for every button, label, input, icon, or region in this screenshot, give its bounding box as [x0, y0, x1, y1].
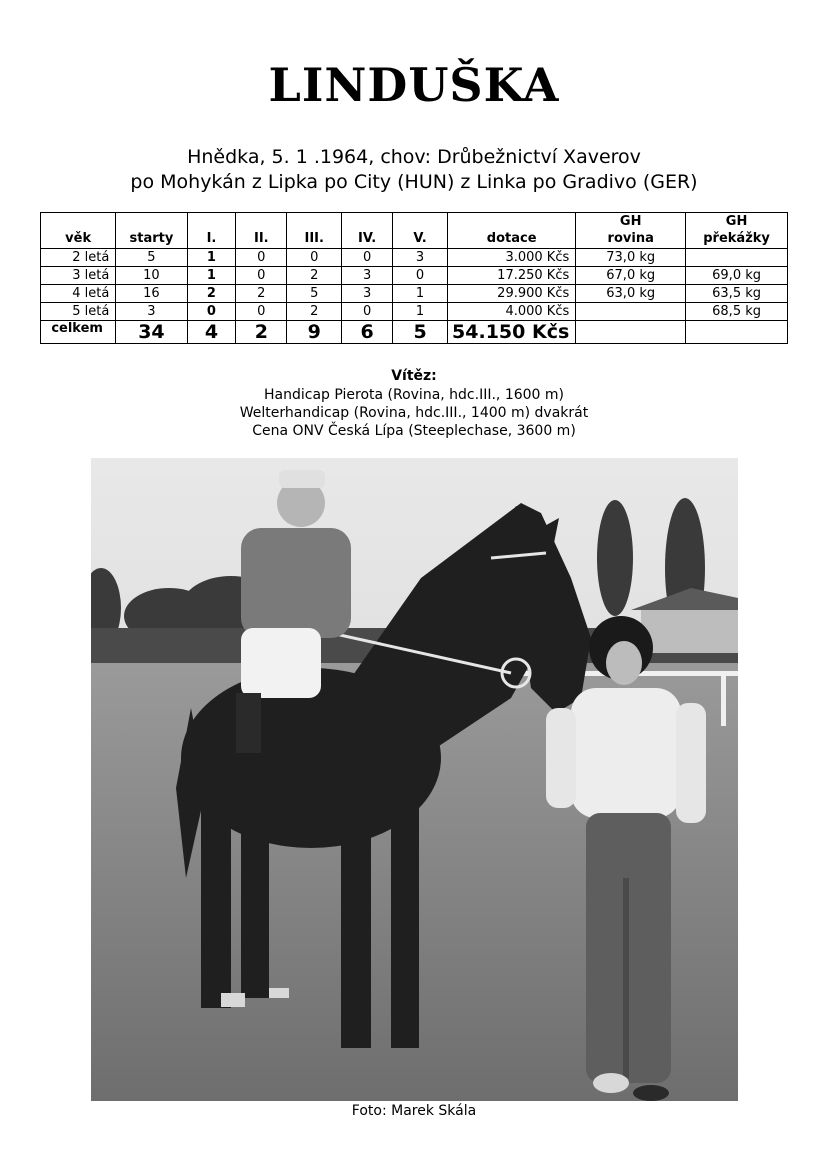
- header-gh-flat-bottom: rovina: [607, 231, 654, 246]
- cell-place-3: 5: [287, 285, 342, 303]
- cell-place-1: 1: [187, 249, 236, 267]
- header-age: věk: [41, 213, 116, 249]
- cell-place-5: 1: [393, 285, 448, 303]
- table-row: [41, 249, 788, 267]
- header-gh-jump-bottom: překážky: [703, 231, 770, 246]
- cell-place-4: 0: [342, 303, 393, 321]
- cell-gh-jump: 63,5 kg: [686, 285, 788, 303]
- header-gh-flat: [576, 213, 686, 249]
- horse-photo-illustration: [91, 458, 738, 1101]
- cell-gh-flat: 67,0 kg: [576, 267, 686, 285]
- cell-starts: 5: [116, 249, 187, 267]
- cell-age: 5 letá: [41, 303, 116, 321]
- cell-prize: 17.250 Kčs: [448, 267, 576, 285]
- winner-heading: Vítěz:: [391, 368, 437, 384]
- cell-place-1: 1: [187, 267, 236, 285]
- header-starts: starty: [116, 213, 187, 249]
- cell-prize: 4.000 Kčs: [448, 303, 576, 321]
- cell-place-1: 0: [187, 303, 236, 321]
- cell-place-3: 2: [287, 267, 342, 285]
- winner-race: Welterhandicap (Rovina, hdc.III., 1400 m) dvakrát: [239, 405, 589, 421]
- header-place-5: V.: [393, 213, 448, 249]
- header-place-4: IV.: [342, 213, 393, 249]
- cell-place-3: 2: [287, 303, 342, 321]
- table-total-row: [41, 321, 788, 344]
- cell-gh-flat: 73,0 kg: [576, 249, 686, 267]
- cell-starts: 3: [116, 303, 187, 321]
- photo-caption: Foto: Marek Skála: [351, 1103, 477, 1119]
- winner-race: Cena ONV Česká Lípa (Steeplechase, 3600 m): [252, 423, 576, 439]
- header-gh-jump: [686, 213, 788, 249]
- cell-total-starts: 34: [116, 321, 187, 344]
- cell-total-place-5: 5: [393, 321, 448, 344]
- table-header-row: [41, 213, 788, 249]
- cell-age: 4 letá: [41, 285, 116, 303]
- cell-place-5: 3: [393, 249, 448, 267]
- background-building: [641, 608, 738, 653]
- cell-total-prize: 54.150 Kčs: [448, 321, 576, 344]
- cell-place-2: 0: [236, 303, 287, 321]
- cell-total-label: celkem: [41, 321, 116, 344]
- horse-origin-line: Hnědka, 5. 1 .1964, chov: Drůbežnictví Xaverov: [187, 146, 641, 168]
- header-gh-flat-top: GH: [619, 214, 642, 229]
- cell-place-2: 0: [236, 267, 287, 285]
- page-title: LINDUŠKA: [268, 58, 560, 112]
- cell-age: 2 letá: [41, 249, 116, 267]
- cell-total-place-2: 2: [236, 321, 287, 344]
- winner-race: Handicap Pierota (Rovina, hdc.III., 1600 m): [263, 387, 564, 403]
- header-place-3: III.: [287, 213, 342, 249]
- cell-place-3: 0: [287, 249, 342, 267]
- header-place-1: I.: [187, 213, 236, 249]
- cell-total-place-4: 6: [342, 321, 393, 344]
- table-row: [41, 303, 788, 321]
- cell-total-place-3: 9: [287, 321, 342, 344]
- header-prize: dotace: [448, 213, 576, 249]
- cell-place-2: 2: [236, 285, 287, 303]
- horse-pedigree-line: po Mohykán z Lipka po City (HUN) z Linka po Gradivo (GER): [130, 171, 698, 193]
- cell-starts: 16: [116, 285, 187, 303]
- cell-place-4: 3: [342, 267, 393, 285]
- cell-place-4: 3: [342, 285, 393, 303]
- cell-starts: 10: [116, 267, 187, 285]
- cell-prize: 3.000 Kčs: [448, 249, 576, 267]
- header-place-2: II.: [236, 213, 287, 249]
- cell-place-5: 1: [393, 303, 448, 321]
- horse-photo: [91, 458, 738, 1101]
- cell-place-1: 2: [187, 285, 236, 303]
- cell-total-place-1: 4: [187, 321, 236, 344]
- cell-age: 3 letá: [41, 267, 116, 285]
- cell-gh-jump: 68,5 kg: [686, 303, 788, 321]
- header-gh-jump-top: GH: [725, 214, 748, 229]
- race-statistics-table: [40, 212, 788, 344]
- table-row: [41, 285, 788, 303]
- table-row: [41, 267, 788, 285]
- cell-gh-jump: [686, 249, 788, 267]
- cell-place-4: 0: [342, 249, 393, 267]
- cell-gh-jump: 69,0 kg: [686, 267, 788, 285]
- cell-total-gh-jump: [686, 321, 788, 344]
- cell-gh-flat: [576, 303, 686, 321]
- cell-place-5: 0: [393, 267, 448, 285]
- cell-place-2: 0: [236, 249, 287, 267]
- cell-prize: 29.900 Kčs: [448, 285, 576, 303]
- cell-gh-flat: 63,0 kg: [576, 285, 686, 303]
- cell-total-gh-flat: [576, 321, 686, 344]
